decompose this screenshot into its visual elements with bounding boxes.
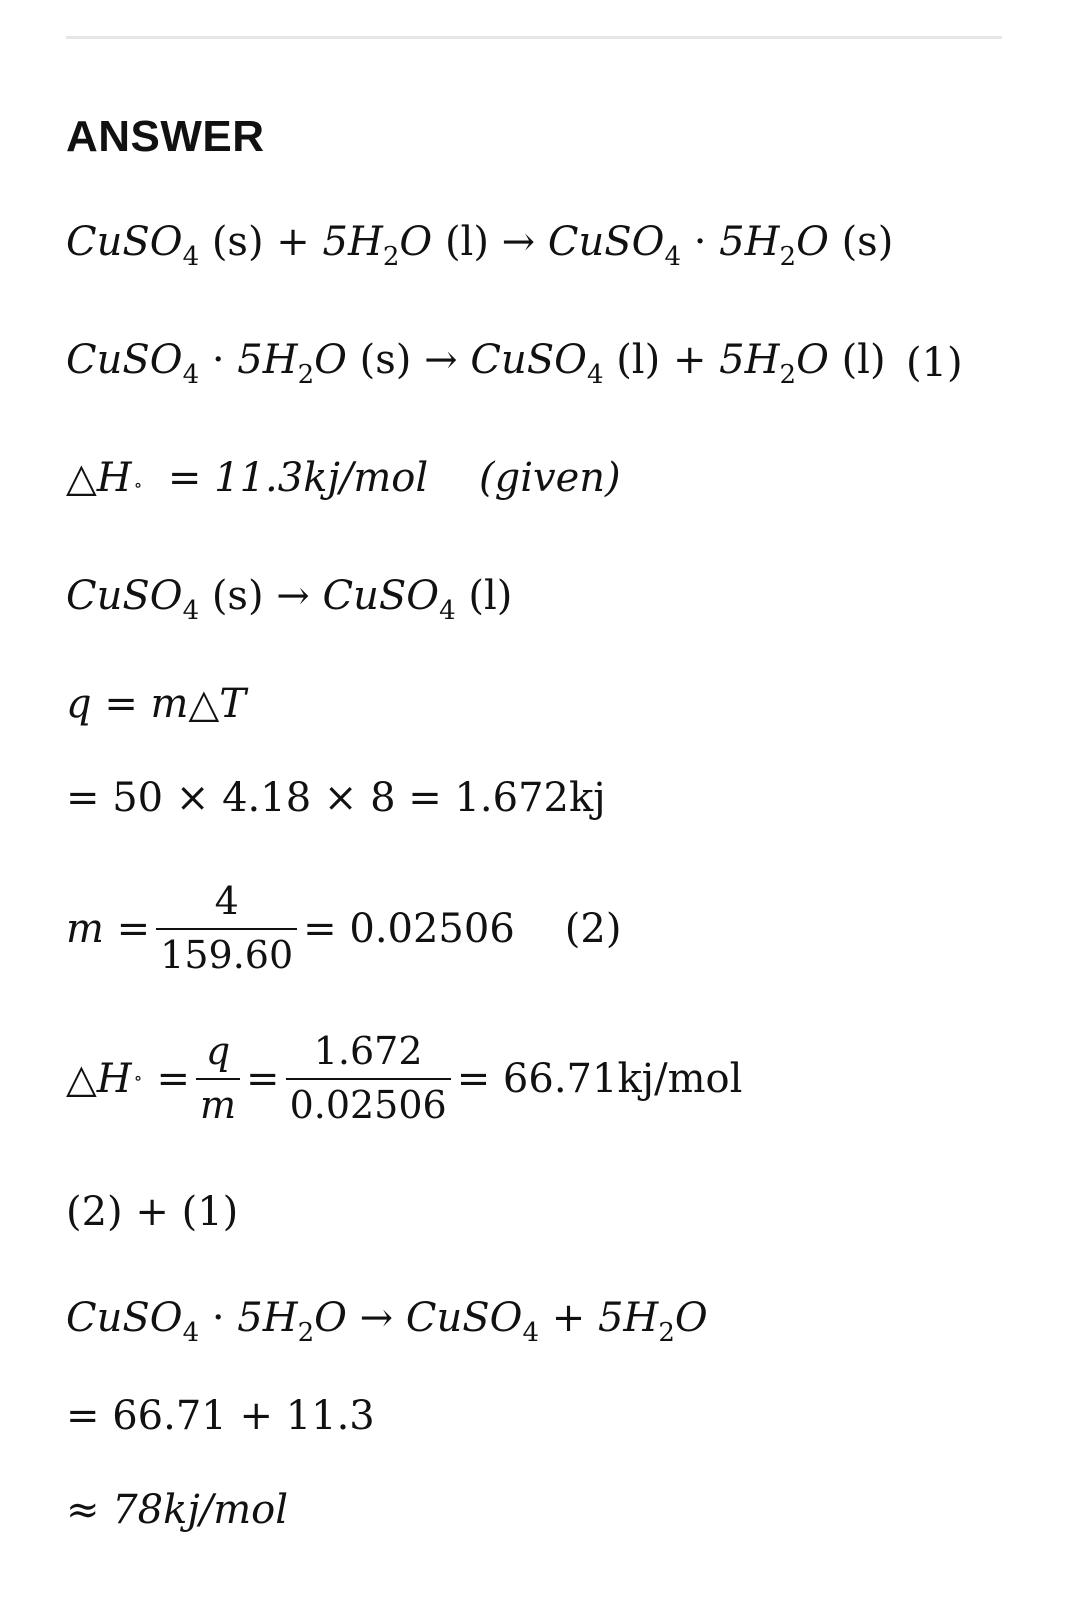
equation-tag-2: (2) [564,905,622,952]
equation-overall: CuSO$_4$ · $5H_2O$ → CuSO$_4$ + $5H_2O$ [66,1295,708,1348]
equation-combine: (2) + (1) [66,1189,239,1235]
equation-moles: m = $\frac{4}{159.60}$ = 0.02506 (2) [66,879,622,977]
fraction-values: $\frac{1.672}{0.02506}$ [286,1030,451,1127]
answer-heading: ANSWER [66,112,265,161]
top-divider [66,36,1002,39]
fraction-moles: $\frac{4}{159.60}$ [156,880,297,977]
equation-result: ≈ 78kj/mol [66,1487,289,1533]
equation-given-enthalpy: △H ∘ = 11.3kj/mol (given) [66,455,621,501]
equation-hydration: CuSO$_4$ $(s) + 5H_2O$ (l) → CuSO$_4$ · $5H_2O$ (s) [66,219,894,272]
equation-tag-1: (1) [906,340,963,386]
equation-anhydrous-dissolution: CuSO$_4$ (s) → CuSO$_4$ (l) [66,573,513,626]
fraction-q-over-m: $\frac{q}{m}$ [196,1030,240,1127]
equation-enthalpy-calc: △H ∘ = $\frac{q}{m}$ = $\frac{1.672}{0.02506}$ = 66.71kj/mol [66,1029,743,1127]
equation-dissolution-pentahydrate: CuSO$_4$ · $5H_2O$ (s) → CuSO$_4$ $(l) + 5H_2O$ (l) [66,337,886,390]
equation-heat-calc: = 50 × 4.18 × 8 = 1.672kj [66,775,606,821]
equation-sum: = 66.71 + 11.3 [66,1393,375,1439]
equation-heat-formula: q = m△T [66,681,246,727]
